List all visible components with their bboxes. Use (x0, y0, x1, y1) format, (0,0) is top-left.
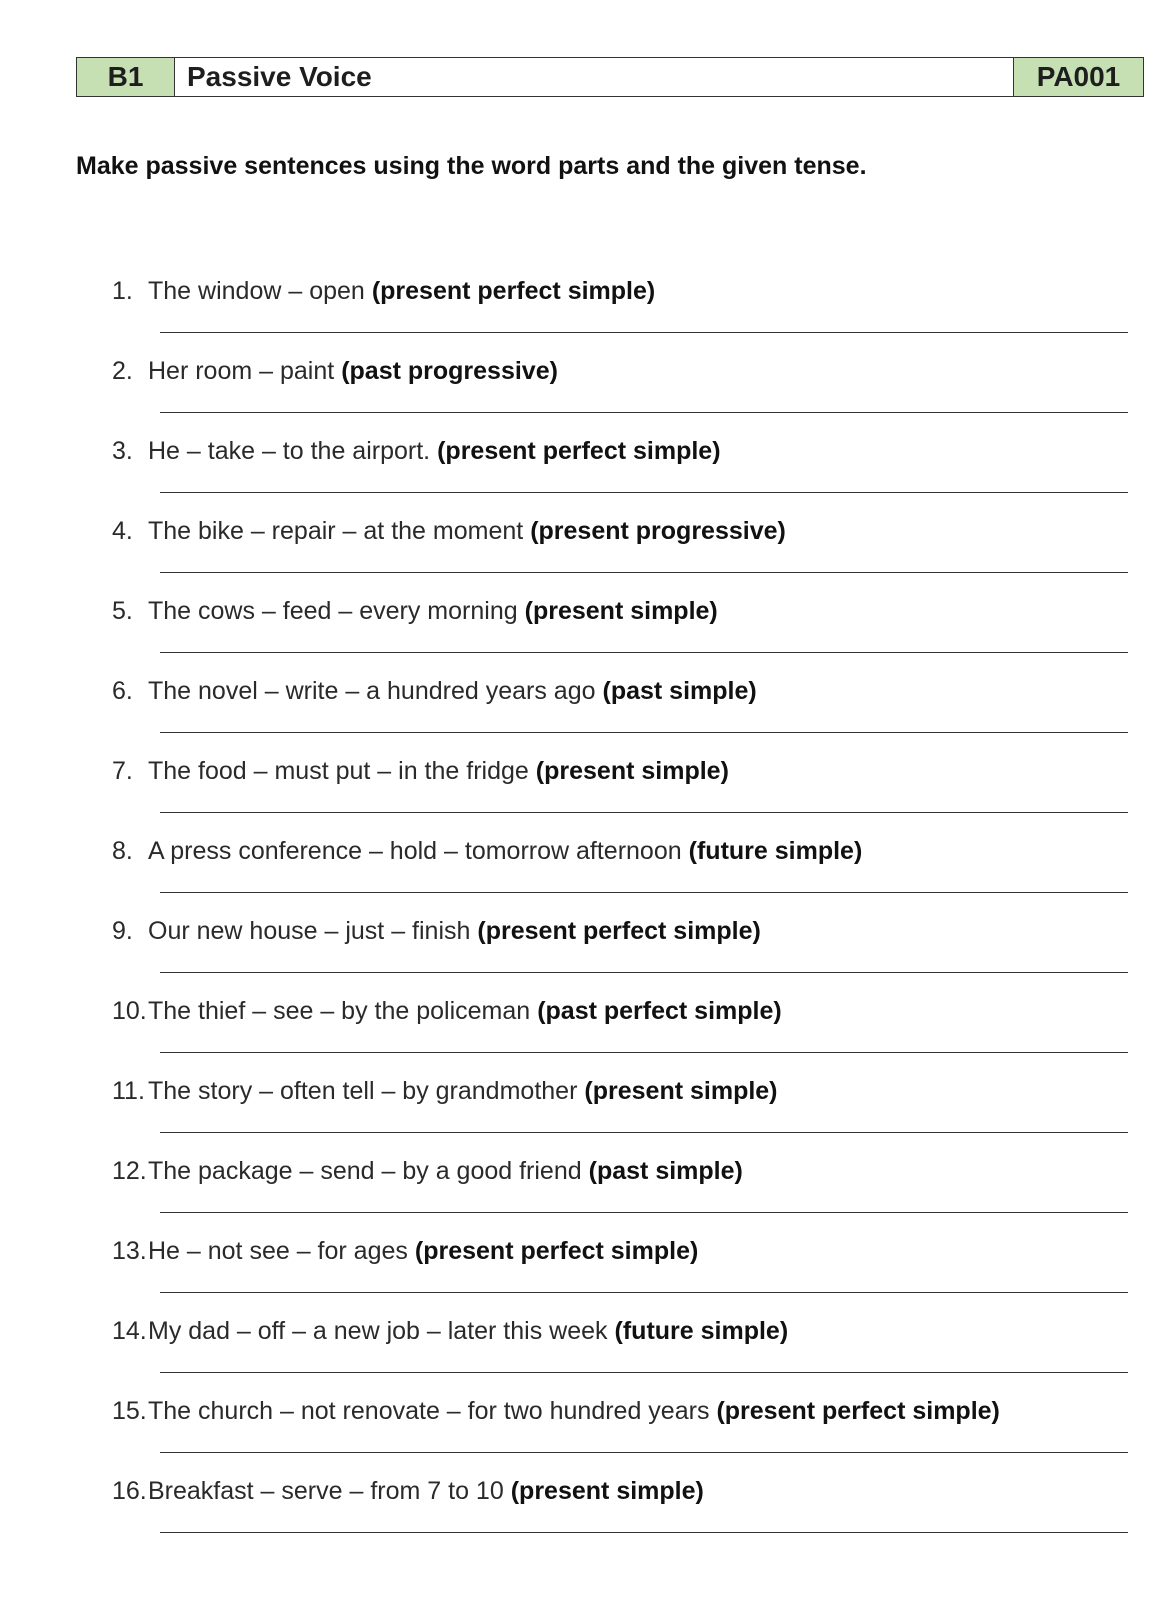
exercise-prompt: The thief – see – by the policeman (148, 997, 531, 1025)
exercise-prompt: The story – often tell – by grandmother (148, 1077, 578, 1105)
exercise-prompt-line (112, 357, 558, 386)
answer-line[interactable] (160, 1452, 1128, 1453)
exercise-tense: (present progressive) (530, 517, 786, 545)
exercise-number: 14. (112, 1317, 147, 1345)
exercise-prompt-line (112, 437, 721, 466)
answer-line[interactable] (160, 1532, 1128, 1533)
exercise-item (112, 1077, 1128, 1157)
instructions: Make passive sentences using the word parts and the given tense. (76, 152, 867, 180)
exercise-prompt: The church – not renovate – for two hundred years (148, 1397, 710, 1425)
exercise-prompt: Our new house – just – finish (148, 917, 471, 945)
exercise-number: 12. (112, 1157, 147, 1185)
exercise-prompt-line (112, 597, 718, 626)
exercise-tense: (past simple) (588, 1157, 743, 1185)
exercise-prompt: The novel – write – a hundred years ago (148, 677, 596, 705)
exercise-number: 9. (112, 917, 133, 945)
exercise-prompt-line (112, 677, 757, 706)
exercise-item (112, 997, 1128, 1077)
exercise-prompt-line (112, 997, 782, 1026)
answer-line[interactable] (160, 732, 1128, 733)
exercise-number: 6. (112, 677, 133, 705)
exercise-prompt: The package – send – by a good friend (148, 1157, 582, 1185)
exercise-item (112, 437, 1128, 517)
exercise-number: 1. (112, 277, 133, 305)
answer-line[interactable] (160, 1292, 1128, 1293)
exercise-prompt-line (112, 1237, 698, 1266)
exercise-item (112, 1477, 1128, 1557)
exercise-prompt: A press conference – hold – tomorrow afternoon (148, 837, 682, 865)
exercise-prompt-line (112, 1477, 704, 1506)
answer-line[interactable] (160, 892, 1128, 893)
exercise-number: 8. (112, 837, 133, 865)
exercise-tense: (future simple) (614, 1317, 789, 1345)
exercise-prompt-line (112, 1077, 778, 1106)
exercise-prompt: He – not see – for ages (148, 1237, 408, 1265)
exercise-item (112, 1397, 1128, 1477)
exercise-prompt-line (112, 1397, 1000, 1426)
answer-line[interactable] (160, 332, 1128, 333)
exercise-prompt: He – take – to the airport. (148, 437, 431, 465)
exercise-prompt-line (112, 1317, 788, 1346)
exercise-tense: (past progressive) (341, 357, 558, 385)
answer-line[interactable] (160, 652, 1128, 653)
worksheet-header (76, 57, 1144, 97)
exercise-prompt: The bike – repair – at the moment (148, 517, 524, 545)
exercise-prompt: The food – must put – in the fridge (148, 757, 529, 785)
exercise-prompt-line (112, 517, 786, 546)
answer-line[interactable] (160, 1052, 1128, 1053)
exercise-prompt: Breakfast – serve – from 7 to 10 (148, 1477, 504, 1505)
answer-line[interactable] (160, 1212, 1128, 1213)
exercise-tense: (present simple) (524, 597, 718, 625)
exercise-prompt-line (112, 757, 729, 786)
exercise-prompt-line (112, 277, 655, 306)
exercise-tense: (present perfect simple) (477, 917, 761, 945)
exercise-tense: (future simple) (688, 837, 863, 865)
exercise-number: 2. (112, 357, 133, 385)
exercise-prompt: The cows – feed – every morning (148, 597, 518, 625)
answer-line[interactable] (160, 412, 1128, 413)
exercise-prompt-line (112, 1157, 743, 1186)
answer-line[interactable] (160, 492, 1128, 493)
worksheet-code: PA001 (1013, 58, 1143, 96)
exercise-number: 10. (112, 997, 147, 1025)
exercise-item (112, 917, 1128, 997)
exercise-item (112, 1317, 1128, 1397)
exercise-number: 15. (112, 1397, 147, 1425)
answer-line[interactable] (160, 972, 1128, 973)
exercise-item (112, 597, 1128, 677)
exercise-item (112, 1157, 1128, 1237)
exercise-item (112, 837, 1128, 917)
exercise-number: 16. (112, 1477, 147, 1505)
exercise-item (112, 277, 1128, 357)
answer-line[interactable] (160, 1132, 1128, 1133)
exercise-tense: (present simple) (584, 1077, 778, 1105)
answer-line[interactable] (160, 1372, 1128, 1373)
exercise-item (112, 357, 1128, 437)
exercise-prompt: Her room – paint (148, 357, 335, 385)
exercise-number: 13. (112, 1237, 147, 1265)
exercise-number: 11. (112, 1077, 145, 1105)
exercise-number: 5. (112, 597, 133, 625)
exercise-prompt: My dad – off – a new job – later this week (148, 1317, 608, 1345)
exercise-tense: (present perfect simple) (414, 1237, 699, 1265)
exercise-item (112, 677, 1128, 757)
exercise-tense: (present perfect simple) (716, 1397, 1000, 1425)
exercise-prompt-line (112, 837, 862, 866)
worksheet-title: Passive Voice (175, 58, 1013, 96)
answer-line[interactable] (160, 812, 1128, 813)
answer-line[interactable] (160, 572, 1128, 573)
exercise-number: 7. (112, 757, 133, 785)
level-badge: B1 (77, 58, 175, 96)
exercise-item (112, 517, 1128, 597)
exercise-list (112, 277, 1128, 1557)
exercise-item (112, 757, 1128, 837)
exercise-tense: (present perfect simple) (437, 437, 721, 465)
exercise-tense: (present simple) (510, 1477, 704, 1505)
exercise-number: 4. (112, 517, 133, 545)
exercise-item (112, 1237, 1128, 1317)
exercise-prompt-line (112, 917, 761, 946)
exercise-tense: (present perfect simple) (371, 277, 656, 305)
exercise-prompt: The window – open (148, 277, 365, 305)
exercise-tense: (past perfect simple) (537, 997, 782, 1025)
exercise-tense: (past simple) (602, 677, 757, 705)
exercise-tense: (present simple) (535, 757, 729, 785)
exercise-number: 3. (112, 437, 133, 465)
